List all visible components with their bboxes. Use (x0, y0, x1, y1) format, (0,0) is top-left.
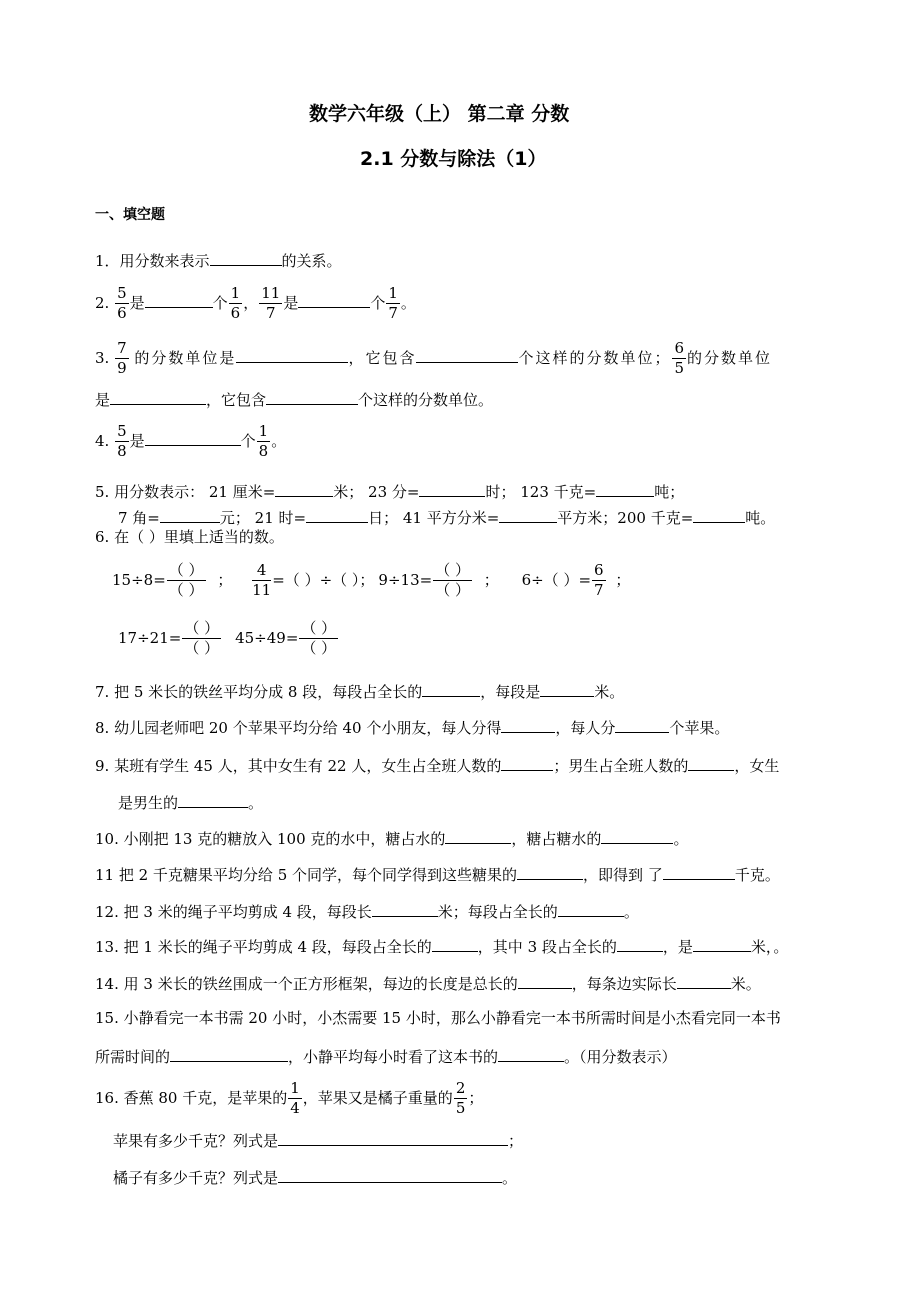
fraction: $\frac{5}{8}$ (117, 422, 127, 460)
page-title: 数学六年级（上） 第二章 分数 (309, 103, 570, 125)
question-2 (95, 286, 416, 322)
q14-text: 米。 (730, 975, 761, 993)
q13-blank-1[interactable] (432, 937, 478, 952)
section-heading: 一、填空题 (95, 207, 165, 223)
q10-text: 10. 小刚把 13 克的糖放入 100 克的水中，糖占水的 (95, 830, 446, 848)
q6-expr: 15÷8= (112, 570, 166, 589)
q5-text: 时； 123 千克= (485, 483, 597, 501)
q5-text: 吨。 (745, 509, 776, 527)
question-3-line-2 (95, 390, 493, 408)
q16-text: 16. 香蕉 80 千克，是苹果的 (95, 1088, 288, 1107)
q16-text: 苹果有多少千克？列式是 (113, 1132, 279, 1150)
q7-text: ，每段是 (480, 683, 541, 701)
q8-blank-1[interactable] (501, 718, 555, 733)
q6-sep: ； (483, 570, 499, 589)
q11-blank-1[interactable] (517, 865, 583, 880)
fraction: $\frac{6}{7}$ (594, 561, 604, 599)
q11-blank-2[interactable] (663, 865, 735, 880)
q5-text: 7 角= (118, 509, 160, 527)
question-6 (95, 530, 284, 545)
q5-text: 5. 用分数表示： 21 厘米= (95, 483, 276, 501)
page-subtitle: 2.1 分数与除法（1） (360, 148, 547, 170)
question-9-line-2 (118, 793, 263, 811)
q14-text: ，每条边实际长 (571, 975, 677, 993)
question-12 (95, 902, 639, 920)
q4-text: 个 (240, 431, 256, 450)
question-9 (95, 756, 779, 774)
q1-text: 1．用分数来表示 (95, 252, 210, 270)
question-16-line-2 (113, 1131, 523, 1149)
question-6-row-2 (118, 621, 339, 657)
q6-expr: 17÷21= (118, 628, 182, 647)
q16-text: ； (508, 1132, 524, 1150)
q9-text: 。 (248, 794, 264, 812)
q15-text: 。（用分数表示） (564, 1048, 677, 1066)
q2-blank-2[interactable] (298, 293, 370, 308)
q9-blank-3[interactable] (178, 793, 248, 808)
q7-text: 7. 把 5 米长的铁丝平均分成 8 段，每段占全长的 (95, 683, 423, 701)
q10-text: 。 (673, 830, 689, 848)
q10-text: ，糖占糖水的 (511, 830, 602, 848)
question-16 (95, 1081, 483, 1117)
q6-sep: ； (217, 570, 233, 589)
fraction: $\frac{11}{7}$ (261, 284, 281, 322)
q2-text: 是 (129, 293, 145, 312)
q11-text: 千克。 (734, 866, 780, 884)
question-4 (95, 424, 286, 460)
q9-text: 是男生的 (118, 794, 179, 812)
q10-blank-1[interactable] (445, 829, 511, 844)
q16-text: 。 (502, 1169, 518, 1187)
q2-text: ， (243, 293, 259, 312)
q5-blank-5[interactable] (306, 508, 368, 523)
q2-text: 。 (400, 293, 416, 312)
q8-text: ，每人分 (555, 719, 616, 737)
q6-expr: 6÷（ ）= (521, 570, 592, 589)
fraction: $\frac{1}{4}$ (290, 1079, 300, 1117)
blank-fraction[interactable]: $\frac{( )}{( )}$ (435, 561, 470, 599)
q2-number: 2. (95, 293, 110, 312)
question-5 (95, 482, 684, 500)
q5-blank-6[interactable] (499, 508, 557, 523)
q9-blank-2[interactable] (688, 756, 734, 771)
q13-text: ，是 (662, 938, 693, 956)
q3-text: 是 (95, 391, 111, 409)
question-15-line-2 (95, 1047, 677, 1065)
question-7 (95, 682, 624, 700)
question-13 (95, 937, 788, 955)
fraction: $\frac{7}{9}$ (117, 339, 127, 377)
q9-blank-1[interactable] (501, 756, 553, 771)
q12-text: 米；每段占全长的 (437, 903, 558, 921)
question-16-line-3 (113, 1168, 517, 1186)
q3-blank-1[interactable] (236, 348, 348, 363)
blank-fraction[interactable]: $\frac{( )}{( )}$ (184, 619, 220, 657)
q16-text: ，苹果又是橘子重量的 (302, 1088, 453, 1107)
q3-text: 的分数单位是 (134, 348, 237, 367)
q5-blank-2[interactable] (419, 482, 485, 497)
q5-blank-1[interactable] (275, 482, 333, 497)
q4-text: 。 (271, 431, 287, 450)
q5-text: 吨； (654, 483, 685, 501)
q5-blank-4[interactable] (160, 508, 220, 523)
q12-text: 12. 把 3 米的绳子平均剪成 4 段，每段长 (95, 903, 372, 921)
fraction: $\frac{1}{6}$ (230, 284, 241, 322)
question-1 (95, 251, 342, 269)
blank-fraction[interactable]: $\frac{( )}{( )}$ (301, 619, 337, 657)
q14-blank-2[interactable] (677, 974, 731, 989)
question-10 (95, 829, 688, 847)
q4-text: 是 (129, 431, 145, 450)
q15-text: ，小静平均每小时看了这本书的 (288, 1048, 499, 1066)
q12-blank-2[interactable] (558, 902, 624, 917)
fraction: $\frac{2}{5}$ (455, 1079, 466, 1117)
q13-text: ，其中 3 段占全长的 (477, 938, 617, 956)
q3-text: 的分数单位 (687, 348, 773, 367)
fraction: $\frac{6}{5}$ (674, 339, 685, 377)
q5-text: 米； 23 分= (333, 483, 420, 501)
question-6-row-1 (112, 563, 630, 599)
q16-blank-2[interactable] (278, 1168, 502, 1183)
q15-blank-1[interactable] (170, 1047, 288, 1062)
fraction: $\frac{5}{6}$ (117, 284, 127, 322)
q6-expr: 9÷13= (378, 570, 433, 589)
q3-text: ，它包含 (348, 348, 417, 367)
q3-blank-4[interactable] (266, 390, 358, 405)
q1-text-end: 的关系。 (281, 252, 342, 270)
blank-fraction[interactable]: $\frac{( )}{( )}$ (168, 561, 204, 599)
q14-blank-1[interactable] (518, 974, 572, 989)
q6-sep: ； (615, 570, 631, 589)
q2-text: 个 (212, 293, 228, 312)
fraction: $\frac{1}{8}$ (258, 422, 269, 460)
question-8 (95, 718, 729, 736)
q5-blank-7[interactable] (693, 508, 745, 523)
q3-number: 3. (95, 348, 110, 367)
q1-blank[interactable] (210, 251, 282, 266)
q2-text: 个 (370, 293, 386, 312)
q11-text: ，即得到 了 (583, 866, 663, 884)
q4-number: 4. (95, 431, 110, 450)
q12-blank-1[interactable] (372, 902, 438, 917)
q2-blank-1[interactable] (145, 293, 213, 308)
q6-expr: =（ ）÷（ ）； (272, 570, 375, 589)
q5-text: 日； 41 平方分米= (368, 509, 500, 527)
question-14 (95, 974, 761, 992)
q5-text: 平方米；200 千克= (557, 509, 694, 527)
q9-text: 9. 某班有学生 45 人，其中女生有 22 人，女生占全班人数的 (95, 757, 502, 775)
fraction: $\frac{4}{11}$ (252, 561, 272, 599)
q13-blank-2[interactable] (617, 937, 663, 952)
question-11 (95, 865, 780, 883)
q14-text: 14. 用 3 米长的铁丝围成一个正方形框架，每边的长度是总长的 (95, 975, 518, 993)
question-15 (95, 1011, 781, 1026)
q13-blank-3[interactable] (693, 937, 751, 952)
q6-expr: 45÷49= (235, 628, 299, 647)
q3-text: 个这样的分数单位。 (358, 391, 494, 409)
q8-text: 个苹果。 (669, 719, 730, 737)
q3-blank-3[interactable] (110, 390, 206, 405)
q9-text: ，女生 (734, 757, 780, 775)
q7-text: 米。 (594, 683, 625, 701)
q8-text: 8. 幼儿园老师吧 20 个苹果平均分给 40 个小朋友，每人分得 (95, 719, 502, 737)
q10-blank-2[interactable] (601, 829, 673, 844)
q3-blank-2[interactable] (416, 348, 518, 363)
q15-text: 所需时间的 (95, 1048, 171, 1066)
q2-text: 是 (283, 293, 299, 312)
fraction: $\frac{1}{7}$ (388, 284, 398, 322)
q5-text: 元； 21 时= (219, 509, 307, 527)
q13-text: 米，。 (750, 938, 789, 956)
q5-blank-3[interactable] (596, 482, 654, 497)
q3-text: 个这样的分数单位； (518, 348, 672, 367)
q16-blank-1[interactable] (278, 1131, 508, 1146)
q7-blank-2[interactable] (540, 682, 594, 697)
q7-blank-1[interactable] (422, 682, 480, 697)
q15-text: 15. 小静看完一本书需 20 小时，小杰需要 15 小时，那么小静看完一本书所需时间是小杰看完同一本书 (95, 1009, 781, 1027)
q4-blank[interactable] (145, 431, 241, 446)
question-5-line-2 (118, 508, 775, 526)
q6-text: 6. 在（ ）里填上适当的数。 (95, 528, 284, 546)
q9-text: ；男生占全班人数的 (553, 757, 689, 775)
q16-text: ； (468, 1088, 484, 1107)
q16-text: 橘子有多少千克？列式是 (113, 1169, 279, 1187)
q8-blank-2[interactable] (615, 718, 669, 733)
q3-text: ，它包含 (206, 391, 267, 409)
q15-blank-2[interactable] (498, 1047, 564, 1062)
q13-text: 13. 把 1 米长的绳子平均剪成 4 段，每段占全长的 (95, 938, 432, 956)
q12-text: 。 (623, 903, 639, 921)
q11-text: 11 把 2 千克糖果平均分给 5 个同学，每个同学得到这些糖果的 (95, 866, 518, 884)
question-3 (95, 341, 772, 377)
